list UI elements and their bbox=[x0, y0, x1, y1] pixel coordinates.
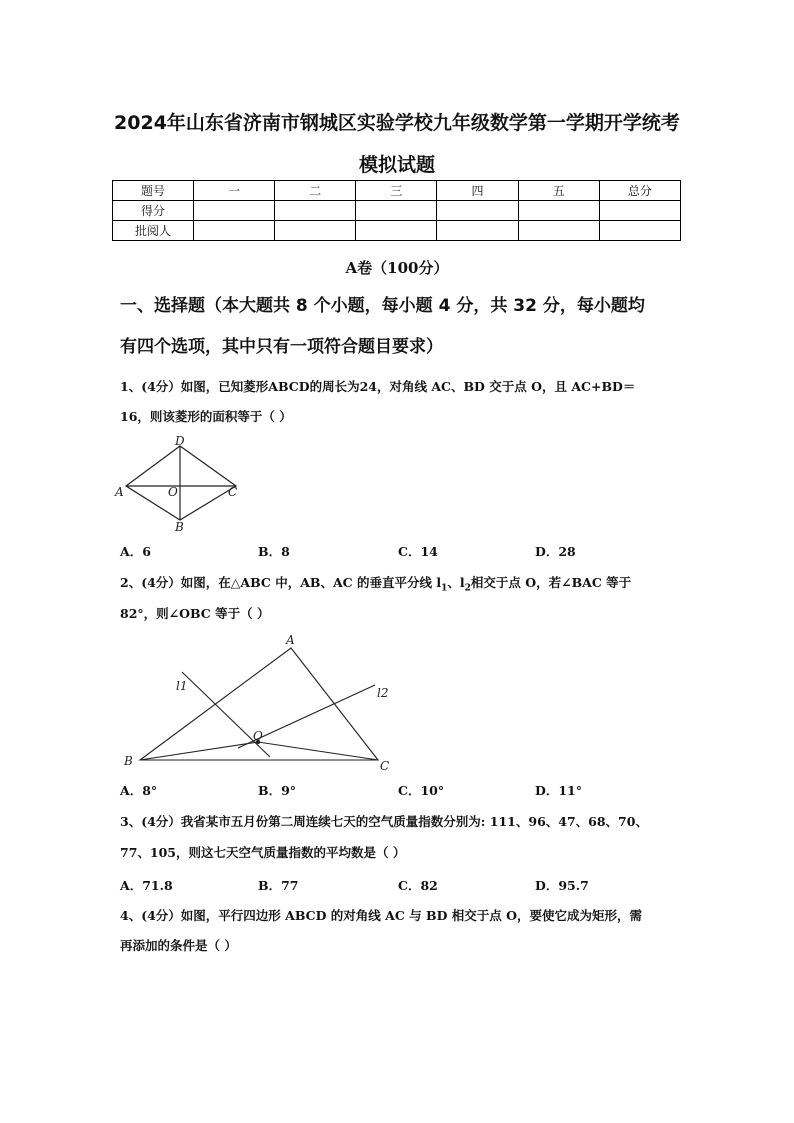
part1-heading-line1: 一、选择题（本大题共 8 个小题，每小题 4 分，共 32 分，每小题均 bbox=[120, 296, 645, 316]
question-2-sep: 、l bbox=[447, 575, 465, 590]
score-table bbox=[112, 180, 681, 241]
label-d: D bbox=[175, 434, 185, 448]
label-l2: l2 bbox=[377, 686, 389, 700]
question-3-options bbox=[120, 876, 680, 896]
option-d[interactable]: D．28 bbox=[535, 544, 576, 559]
question-4-line2: 再添加的条件是（ ） bbox=[120, 938, 237, 953]
option-b[interactable]: B．77 bbox=[258, 878, 299, 893]
option-c[interactable]: C．10° bbox=[398, 783, 445, 798]
label-c: C bbox=[228, 485, 238, 499]
score-cell bbox=[275, 201, 356, 221]
option-b[interactable]: B．8 bbox=[258, 544, 290, 559]
question-1-line1: 1、(4分）如图，已知菱形ABCD的周长为24，对角线 AC、BD 交于点 O，且 AC+BD＝ bbox=[120, 379, 636, 394]
question-4-line1: 4、(4分）如图，平行四边形 ABCD 的对角线 AC 与 BD 相交于点 O，要使它成为矩形，需 bbox=[120, 908, 642, 923]
score-cell bbox=[518, 221, 599, 241]
triangle-figure bbox=[115, 630, 405, 775]
score-header-cell: 二 bbox=[275, 181, 356, 201]
score-table-row bbox=[113, 201, 681, 221]
segment-ob bbox=[140, 742, 258, 760]
label-o: O bbox=[168, 485, 178, 499]
score-cell bbox=[194, 201, 275, 221]
question-2-options bbox=[120, 781, 680, 801]
option-c[interactable]: C．82 bbox=[398, 878, 438, 893]
question-1-line2: 16，则该菱形的面积等于（ ） bbox=[120, 409, 292, 424]
label-a: A bbox=[115, 485, 124, 499]
score-cell bbox=[437, 201, 518, 221]
question-3-line2: 77、105，则这七天空气质量指数的平均数是（ ） bbox=[120, 845, 406, 860]
bisector-l1 bbox=[182, 672, 270, 757]
option-d[interactable]: D．11° bbox=[535, 783, 582, 798]
subscript-1: 1 bbox=[441, 583, 448, 594]
exam-title-line1: 2024年山东省济南市钢城区实验学校九年级数学第一学期开学统考 bbox=[114, 112, 680, 134]
score-header-cell: 五 bbox=[518, 181, 599, 201]
label-l1: l1 bbox=[176, 679, 188, 693]
score-cell bbox=[275, 221, 356, 241]
rhombus-figure bbox=[112, 432, 252, 532]
rhombus-shape bbox=[126, 446, 236, 520]
score-row-label: 得分 bbox=[113, 201, 194, 221]
question-3-line1: 3、(4分）我省某市五月份第二周连续七天的空气质量指数分别为: 111、96、47、68、70、 bbox=[120, 814, 648, 829]
option-a[interactable]: A．71.8 bbox=[120, 878, 173, 893]
score-table-header-row bbox=[113, 181, 681, 201]
score-cell bbox=[599, 201, 680, 221]
question-2-text-b: 相交于点 O，若∠BAC 等于 bbox=[470, 575, 632, 590]
question-1-options bbox=[120, 542, 680, 562]
score-header-cell: 三 bbox=[356, 181, 437, 201]
option-a[interactable]: A．8° bbox=[120, 783, 158, 798]
score-cell bbox=[437, 221, 518, 241]
option-d[interactable]: D．95.7 bbox=[535, 878, 589, 893]
option-b[interactable]: B．9° bbox=[258, 783, 297, 798]
option-a[interactable]: A．6 bbox=[120, 544, 151, 559]
question-2-line2: 82°，则∠OBC 等于（ ） bbox=[120, 606, 270, 621]
score-row-label: 批阅人 bbox=[113, 221, 194, 241]
score-header-cell: 题号 bbox=[113, 181, 194, 201]
score-cell bbox=[599, 221, 680, 241]
score-cell bbox=[518, 201, 599, 221]
option-c[interactable]: C．14 bbox=[398, 544, 438, 559]
label-a: A bbox=[286, 633, 295, 647]
label-b: B bbox=[124, 754, 133, 768]
label-c: C bbox=[380, 759, 390, 773]
question-2-text-a: 2、(4分）如图，在△ABC 中，AB、AC 的垂直平分线 l bbox=[120, 575, 442, 590]
score-header-cell: 四 bbox=[437, 181, 518, 201]
score-table-row bbox=[113, 221, 681, 241]
score-cell bbox=[194, 221, 275, 241]
part1-heading-line2: 有四个选项，其中只有一项符合题目要求） bbox=[120, 337, 443, 357]
score-cell bbox=[356, 201, 437, 221]
subscript-2: 2 bbox=[464, 583, 471, 594]
label-b: B bbox=[175, 520, 184, 532]
exam-title-line2: 模拟试题 bbox=[358, 154, 435, 176]
score-header-cell: 总分 bbox=[599, 181, 680, 201]
label-o: O bbox=[253, 729, 263, 743]
segment-oc bbox=[258, 742, 378, 760]
score-header-cell: 一 bbox=[194, 181, 275, 201]
section-a-title: A卷（100分） bbox=[345, 259, 449, 277]
score-cell bbox=[356, 221, 437, 241]
